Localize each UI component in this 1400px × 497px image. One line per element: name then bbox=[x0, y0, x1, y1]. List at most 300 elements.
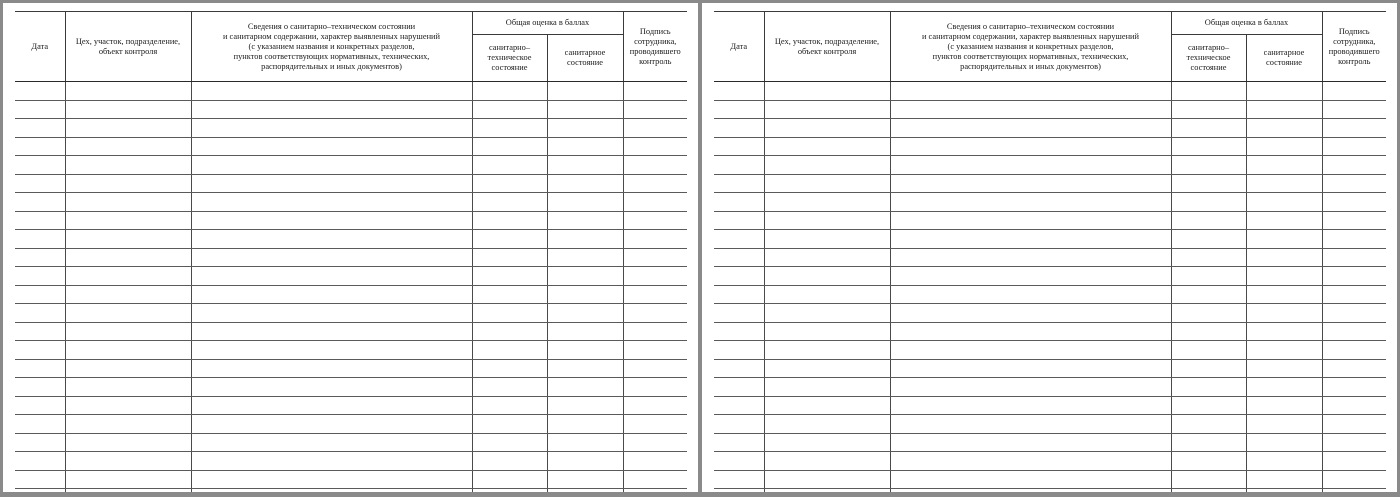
table-cell[interactable] bbox=[623, 156, 687, 175]
table-cell[interactable] bbox=[1322, 341, 1386, 360]
table-cell[interactable] bbox=[890, 415, 1171, 434]
table-cell[interactable] bbox=[890, 452, 1171, 471]
table-cell[interactable] bbox=[1171, 137, 1246, 156]
table-cell[interactable] bbox=[714, 415, 764, 434]
table-cell[interactable] bbox=[764, 82, 890, 101]
table-cell[interactable] bbox=[15, 396, 65, 415]
table-cell[interactable] bbox=[764, 470, 890, 489]
table-cell[interactable] bbox=[191, 433, 472, 452]
table-cell[interactable] bbox=[191, 119, 472, 138]
table-cell[interactable] bbox=[191, 322, 472, 341]
table-cell[interactable] bbox=[472, 452, 547, 471]
table-cell[interactable] bbox=[15, 470, 65, 489]
table-cell[interactable] bbox=[1171, 341, 1246, 360]
table-cell[interactable] bbox=[714, 396, 764, 415]
table-cell[interactable] bbox=[714, 359, 764, 378]
table-cell[interactable] bbox=[764, 489, 890, 493]
table-cell[interactable] bbox=[623, 359, 687, 378]
table-cell[interactable] bbox=[65, 304, 191, 323]
table-cell[interactable] bbox=[65, 119, 191, 138]
table-cell[interactable] bbox=[1246, 359, 1322, 378]
table-cell[interactable] bbox=[547, 248, 623, 267]
table-cell[interactable] bbox=[15, 137, 65, 156]
table-cell[interactable] bbox=[65, 341, 191, 360]
table-cell[interactable] bbox=[547, 359, 623, 378]
table-cell[interactable] bbox=[623, 119, 687, 138]
header-sanitary: санитарное состояние bbox=[1246, 35, 1322, 82]
table-cell[interactable] bbox=[1246, 489, 1322, 493]
table-cell[interactable] bbox=[547, 230, 623, 249]
table-cell[interactable] bbox=[1171, 82, 1246, 101]
table-cell[interactable] bbox=[65, 267, 191, 286]
table-cell[interactable] bbox=[472, 359, 547, 378]
table-cell[interactable] bbox=[714, 452, 764, 471]
table-cell[interactable] bbox=[191, 156, 472, 175]
table-cell[interactable] bbox=[1171, 489, 1246, 493]
table-cell[interactable] bbox=[472, 119, 547, 138]
table-row bbox=[714, 174, 1386, 193]
table-cell[interactable] bbox=[1322, 211, 1386, 230]
table-cell[interactable] bbox=[65, 489, 191, 493]
table-cell[interactable] bbox=[472, 248, 547, 267]
table-cell[interactable] bbox=[472, 174, 547, 193]
table-cell[interactable] bbox=[547, 156, 623, 175]
table-cell[interactable] bbox=[714, 82, 764, 101]
table-cell[interactable] bbox=[1246, 248, 1322, 267]
left-page bbox=[3, 3, 698, 492]
inspection-table bbox=[714, 11, 1386, 492]
table-row bbox=[15, 378, 687, 397]
table-cell[interactable] bbox=[1322, 174, 1386, 193]
table-row bbox=[714, 211, 1386, 230]
table-cell[interactable] bbox=[1171, 322, 1246, 341]
table-cell[interactable] bbox=[714, 267, 764, 286]
table-cell[interactable] bbox=[15, 433, 65, 452]
table-cell[interactable] bbox=[15, 230, 65, 249]
table-cell[interactable] bbox=[472, 156, 547, 175]
table-cell[interactable] bbox=[1171, 193, 1246, 212]
table-cell[interactable] bbox=[623, 248, 687, 267]
table-cell[interactable] bbox=[623, 396, 687, 415]
table-cell[interactable] bbox=[714, 230, 764, 249]
table-cell[interactable] bbox=[65, 100, 191, 119]
table-cell[interactable] bbox=[890, 378, 1171, 397]
table-cell[interactable] bbox=[15, 211, 65, 230]
table-cell[interactable] bbox=[714, 285, 764, 304]
table-cell[interactable] bbox=[191, 415, 472, 434]
header-date: Дата bbox=[714, 12, 764, 82]
table-cell[interactable] bbox=[764, 304, 890, 323]
table-cell[interactable] bbox=[1171, 378, 1246, 397]
table-row bbox=[15, 489, 687, 493]
table-cell[interactable] bbox=[623, 489, 687, 493]
table-cell[interactable] bbox=[547, 452, 623, 471]
table-cell[interactable] bbox=[890, 230, 1171, 249]
table-cell[interactable] bbox=[191, 174, 472, 193]
table-cell[interactable] bbox=[191, 452, 472, 471]
table-cell[interactable] bbox=[65, 433, 191, 452]
table-cell[interactable] bbox=[15, 378, 65, 397]
table-cell[interactable] bbox=[890, 82, 1171, 101]
table-row bbox=[714, 193, 1386, 212]
table-cell[interactable] bbox=[1322, 100, 1386, 119]
table-cell[interactable] bbox=[191, 396, 472, 415]
table-cell[interactable] bbox=[764, 359, 890, 378]
table-cell[interactable] bbox=[547, 100, 623, 119]
table-row bbox=[714, 322, 1386, 341]
table-cell[interactable] bbox=[1322, 415, 1386, 434]
table-cell[interactable] bbox=[1322, 156, 1386, 175]
table-cell[interactable] bbox=[191, 230, 472, 249]
table-cell[interactable] bbox=[472, 415, 547, 434]
table-cell[interactable] bbox=[1171, 396, 1246, 415]
table-cell[interactable] bbox=[764, 174, 890, 193]
table-cell[interactable] bbox=[890, 489, 1171, 493]
table-cell[interactable] bbox=[764, 396, 890, 415]
table-cell[interactable] bbox=[764, 285, 890, 304]
table-cell[interactable] bbox=[890, 433, 1171, 452]
table-cell[interactable] bbox=[1322, 193, 1386, 212]
table-cell[interactable] bbox=[472, 137, 547, 156]
table-cell[interactable] bbox=[1246, 452, 1322, 471]
table-cell[interactable] bbox=[15, 415, 65, 434]
table-cell[interactable] bbox=[1171, 119, 1246, 138]
table-cell[interactable] bbox=[65, 230, 191, 249]
table-cell[interactable] bbox=[1322, 267, 1386, 286]
table-cell[interactable] bbox=[15, 341, 65, 360]
table-cell[interactable] bbox=[1246, 119, 1322, 138]
table-cell[interactable] bbox=[15, 248, 65, 267]
table-cell[interactable] bbox=[191, 100, 472, 119]
table-cell[interactable] bbox=[15, 174, 65, 193]
table-cell[interactable] bbox=[1246, 156, 1322, 175]
table-cell[interactable] bbox=[65, 156, 191, 175]
table-cell[interactable] bbox=[472, 378, 547, 397]
table-cell[interactable] bbox=[191, 304, 472, 323]
table-cell[interactable] bbox=[547, 341, 623, 360]
table-cell[interactable] bbox=[890, 248, 1171, 267]
table-cell[interactable] bbox=[15, 452, 65, 471]
table-cell[interactable] bbox=[714, 193, 764, 212]
table-cell[interactable] bbox=[1246, 322, 1322, 341]
table-cell[interactable] bbox=[890, 119, 1171, 138]
table-cell[interactable] bbox=[472, 489, 547, 493]
table-cell[interactable] bbox=[15, 193, 65, 212]
table-cell[interactable] bbox=[547, 304, 623, 323]
table-cell[interactable] bbox=[191, 285, 472, 304]
table-cell[interactable] bbox=[1246, 470, 1322, 489]
table-cell[interactable] bbox=[1322, 470, 1386, 489]
table-cell[interactable] bbox=[65, 137, 191, 156]
table-cell[interactable] bbox=[1171, 285, 1246, 304]
table-cell[interactable] bbox=[1322, 248, 1386, 267]
table-cell[interactable] bbox=[764, 193, 890, 212]
table-cell[interactable] bbox=[191, 341, 472, 360]
table-cell[interactable] bbox=[472, 267, 547, 286]
table-row bbox=[15, 211, 687, 230]
table-cell[interactable] bbox=[15, 156, 65, 175]
header-signature: Подпись сотрудника, проводившего контроль bbox=[623, 12, 687, 82]
table-cell[interactable] bbox=[547, 396, 623, 415]
table-cell[interactable] bbox=[1171, 156, 1246, 175]
table-cell[interactable] bbox=[1246, 174, 1322, 193]
table-cell[interactable] bbox=[1246, 396, 1322, 415]
table-cell[interactable] bbox=[15, 304, 65, 323]
table-cell[interactable] bbox=[623, 452, 687, 471]
table-cell[interactable] bbox=[15, 489, 65, 493]
header-score-group: Общая оценка в баллах bbox=[472, 12, 623, 35]
table-row bbox=[714, 285, 1386, 304]
table-cell[interactable] bbox=[714, 248, 764, 267]
table-cell[interactable] bbox=[623, 211, 687, 230]
table-cell[interactable] bbox=[65, 193, 191, 212]
table-cell[interactable] bbox=[623, 193, 687, 212]
table-cell[interactable] bbox=[472, 470, 547, 489]
table-cell[interactable] bbox=[547, 211, 623, 230]
table-cell[interactable] bbox=[623, 137, 687, 156]
table-cell[interactable] bbox=[1171, 304, 1246, 323]
table-cell[interactable] bbox=[623, 415, 687, 434]
table-cell[interactable] bbox=[1171, 211, 1246, 230]
table-cell[interactable] bbox=[15, 82, 65, 101]
table-cell[interactable] bbox=[1171, 248, 1246, 267]
table-cell[interactable] bbox=[1171, 470, 1246, 489]
table-cell[interactable] bbox=[764, 119, 890, 138]
table-cell[interactable] bbox=[890, 396, 1171, 415]
table-cell[interactable] bbox=[472, 100, 547, 119]
table-cell[interactable] bbox=[65, 415, 191, 434]
table-row bbox=[714, 100, 1386, 119]
table-cell[interactable] bbox=[1171, 359, 1246, 378]
table-cell[interactable] bbox=[1246, 193, 1322, 212]
table-cell[interactable] bbox=[547, 322, 623, 341]
table-row bbox=[714, 341, 1386, 360]
table-cell[interactable] bbox=[472, 193, 547, 212]
table-cell[interactable] bbox=[1246, 415, 1322, 434]
table-cell[interactable] bbox=[623, 267, 687, 286]
table-cell[interactable] bbox=[890, 211, 1171, 230]
table-cell[interactable] bbox=[890, 174, 1171, 193]
table-cell[interactable] bbox=[547, 82, 623, 101]
table-cell[interactable] bbox=[890, 359, 1171, 378]
table-cell[interactable] bbox=[15, 267, 65, 286]
table-cell[interactable] bbox=[547, 267, 623, 286]
table-cell[interactable] bbox=[714, 341, 764, 360]
table-cell[interactable] bbox=[15, 359, 65, 378]
table-row bbox=[15, 156, 687, 175]
table-cell[interactable] bbox=[714, 378, 764, 397]
table-cell[interactable] bbox=[191, 248, 472, 267]
table-cell[interactable] bbox=[65, 82, 191, 101]
table-cell[interactable] bbox=[890, 193, 1171, 212]
table-cell[interactable] bbox=[65, 452, 191, 471]
table-cell[interactable] bbox=[623, 82, 687, 101]
table-cell[interactable] bbox=[623, 341, 687, 360]
table-cell[interactable] bbox=[764, 452, 890, 471]
table-cell[interactable] bbox=[1171, 230, 1246, 249]
table-cell[interactable] bbox=[547, 137, 623, 156]
table-cell[interactable] bbox=[547, 174, 623, 193]
table-cell[interactable] bbox=[15, 119, 65, 138]
table-cell[interactable] bbox=[472, 211, 547, 230]
table-cell[interactable] bbox=[65, 359, 191, 378]
table-cell[interactable] bbox=[65, 322, 191, 341]
table-cell[interactable] bbox=[1322, 489, 1386, 493]
table-cell[interactable] bbox=[1171, 452, 1246, 471]
table-cell[interactable] bbox=[472, 322, 547, 341]
table-cell[interactable] bbox=[1246, 378, 1322, 397]
table-row bbox=[15, 359, 687, 378]
table-cell[interactable] bbox=[764, 100, 890, 119]
table-cell[interactable] bbox=[547, 285, 623, 304]
table-cell[interactable] bbox=[191, 211, 472, 230]
table-cell[interactable] bbox=[623, 322, 687, 341]
table-cell[interactable] bbox=[1246, 211, 1322, 230]
table-row bbox=[15, 285, 687, 304]
table-cell[interactable] bbox=[1246, 341, 1322, 360]
table-cell[interactable] bbox=[764, 267, 890, 286]
table-cell[interactable] bbox=[623, 470, 687, 489]
table-cell[interactable] bbox=[472, 396, 547, 415]
table-cell[interactable] bbox=[65, 470, 191, 489]
table-row bbox=[714, 452, 1386, 471]
table-cell[interactable] bbox=[764, 378, 890, 397]
table-cell[interactable] bbox=[1322, 230, 1386, 249]
table-cell[interactable] bbox=[1171, 174, 1246, 193]
table-cell[interactable] bbox=[65, 248, 191, 267]
table-cell[interactable] bbox=[1171, 415, 1246, 434]
table-cell[interactable] bbox=[547, 470, 623, 489]
table-cell[interactable] bbox=[472, 82, 547, 101]
table-cell[interactable] bbox=[714, 174, 764, 193]
table-cell[interactable] bbox=[472, 433, 547, 452]
table-cell[interactable] bbox=[623, 433, 687, 452]
table-cell[interactable] bbox=[15, 285, 65, 304]
table-cell[interactable] bbox=[890, 137, 1171, 156]
table-cell[interactable] bbox=[191, 137, 472, 156]
table-cell[interactable] bbox=[547, 433, 623, 452]
table-cell[interactable] bbox=[1171, 100, 1246, 119]
table-cell[interactable] bbox=[191, 193, 472, 212]
table-cell[interactable] bbox=[714, 100, 764, 119]
table-cell[interactable] bbox=[472, 230, 547, 249]
table-cell[interactable] bbox=[890, 285, 1171, 304]
table-cell[interactable] bbox=[1322, 322, 1386, 341]
table-cell[interactable] bbox=[714, 156, 764, 175]
table-cell[interactable] bbox=[547, 378, 623, 397]
table-cell[interactable] bbox=[714, 470, 764, 489]
table-cell[interactable] bbox=[1246, 137, 1322, 156]
table-cell[interactable] bbox=[623, 378, 687, 397]
table-cell[interactable] bbox=[890, 267, 1171, 286]
table-cell[interactable] bbox=[890, 304, 1171, 323]
table-cell[interactable] bbox=[1322, 137, 1386, 156]
table-cell[interactable] bbox=[890, 156, 1171, 175]
table-cell[interactable] bbox=[1246, 82, 1322, 101]
table-cell[interactable] bbox=[547, 119, 623, 138]
table-cell[interactable] bbox=[714, 489, 764, 493]
table-cell[interactable] bbox=[1322, 378, 1386, 397]
table-cell[interactable] bbox=[547, 489, 623, 493]
table-cell[interactable] bbox=[1322, 82, 1386, 101]
table-cell[interactable] bbox=[1322, 304, 1386, 323]
table-cell[interactable] bbox=[764, 322, 890, 341]
table-cell[interactable] bbox=[472, 341, 547, 360]
table-cell[interactable] bbox=[191, 82, 472, 101]
table-cell[interactable] bbox=[1322, 285, 1386, 304]
table-cell[interactable] bbox=[623, 230, 687, 249]
table-cell[interactable] bbox=[191, 359, 472, 378]
table-cell[interactable] bbox=[472, 304, 547, 323]
table-cell[interactable] bbox=[15, 100, 65, 119]
table-cell[interactable] bbox=[714, 304, 764, 323]
table-cell[interactable] bbox=[65, 396, 191, 415]
table-cell[interactable] bbox=[714, 433, 764, 452]
table-cell[interactable] bbox=[15, 322, 65, 341]
table-cell[interactable] bbox=[764, 341, 890, 360]
table-cell[interactable] bbox=[890, 470, 1171, 489]
table-cell[interactable] bbox=[764, 156, 890, 175]
table-cell[interactable] bbox=[191, 489, 472, 493]
table-cell[interactable] bbox=[623, 174, 687, 193]
table-cell[interactable] bbox=[890, 100, 1171, 119]
table-cell[interactable] bbox=[1246, 230, 1322, 249]
table-cell[interactable] bbox=[547, 415, 623, 434]
table-cell[interactable] bbox=[890, 341, 1171, 360]
table-cell[interactable] bbox=[623, 304, 687, 323]
table-cell[interactable] bbox=[1171, 433, 1246, 452]
table-cell[interactable] bbox=[191, 267, 472, 286]
table-cell[interactable] bbox=[1322, 359, 1386, 378]
header-workshop: Цех, участок, подразделение, объект контроля bbox=[764, 12, 890, 82]
table-cell[interactable] bbox=[1322, 396, 1386, 415]
table-body bbox=[15, 82, 687, 493]
table-cell[interactable] bbox=[623, 285, 687, 304]
table-cell[interactable] bbox=[65, 211, 191, 230]
table-cell[interactable] bbox=[65, 285, 191, 304]
table-cell[interactable] bbox=[1246, 433, 1322, 452]
table-row bbox=[714, 359, 1386, 378]
table-cell[interactable] bbox=[547, 193, 623, 212]
table-cell[interactable] bbox=[65, 174, 191, 193]
table-cell[interactable] bbox=[1246, 100, 1322, 119]
table-cell[interactable] bbox=[714, 119, 764, 138]
table-cell[interactable] bbox=[191, 470, 472, 489]
table-cell[interactable] bbox=[890, 322, 1171, 341]
table-cell[interactable] bbox=[1171, 267, 1246, 286]
table-cell[interactable] bbox=[764, 433, 890, 452]
table-cell[interactable] bbox=[65, 378, 191, 397]
header-date: Дата bbox=[15, 12, 65, 82]
table-cell[interactable] bbox=[1246, 304, 1322, 323]
table-cell[interactable] bbox=[191, 378, 472, 397]
table-cell[interactable] bbox=[1246, 285, 1322, 304]
table-cell[interactable] bbox=[764, 211, 890, 230]
table-cell[interactable] bbox=[623, 100, 687, 119]
table-cell[interactable] bbox=[1246, 267, 1322, 286]
table-cell[interactable] bbox=[764, 415, 890, 434]
table-cell[interactable] bbox=[1322, 433, 1386, 452]
table-cell[interactable] bbox=[764, 137, 890, 156]
table-cell[interactable] bbox=[764, 248, 890, 267]
table-cell[interactable] bbox=[764, 230, 890, 249]
table-cell[interactable] bbox=[714, 137, 764, 156]
table-cell[interactable] bbox=[714, 211, 764, 230]
table-cell[interactable] bbox=[714, 322, 764, 341]
table-cell[interactable] bbox=[1322, 119, 1386, 138]
table-cell[interactable] bbox=[472, 285, 547, 304]
table-cell[interactable] bbox=[1322, 452, 1386, 471]
